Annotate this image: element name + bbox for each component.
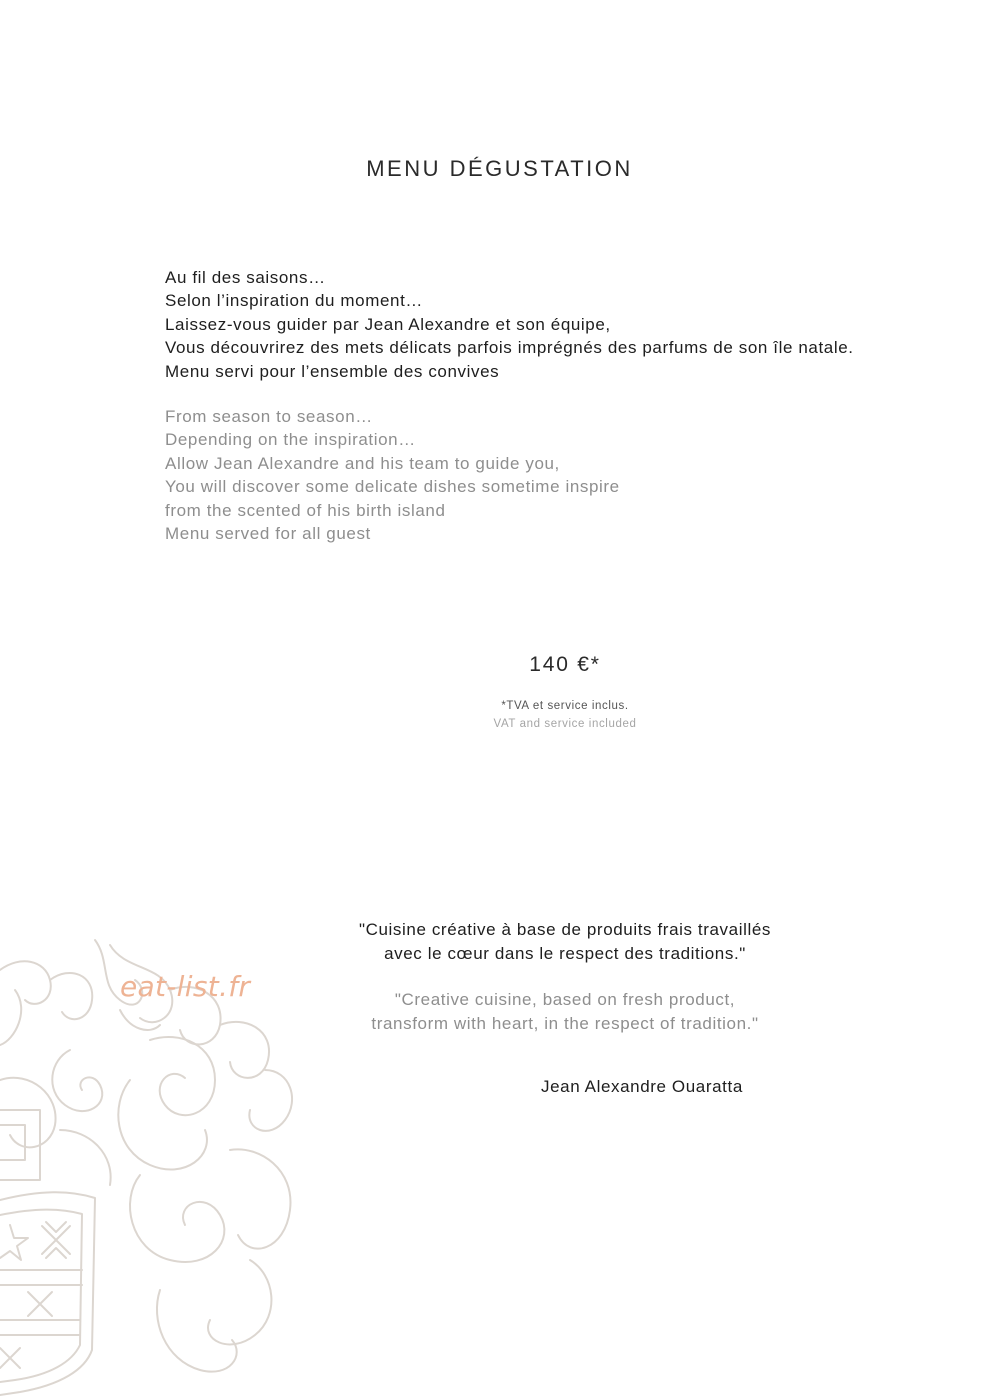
page-title: MENU DÉGUSTATION [366,156,633,181]
intro-french [165,266,854,383]
price-note-fr: *TVA et service inclus. [501,700,629,712]
intro-fr-line: Selon l’inspiration du moment… [165,291,424,311]
price-note [0,697,989,733]
quote-fr-line: avec le cœur dans le respect des traditions." [384,944,746,963]
intro-fr-line: Vous découvrirez des mets délicats parfois imprégnés des parfums de son île natale. [165,338,854,358]
intro-en-line: Menu served for all guest [165,524,371,544]
intro-en-line: Depending on the inspiration… [165,430,416,450]
intro-english [165,405,620,545]
intro-en-line: From season to season… [165,407,373,426]
quote-fr-line: "Cuisine créative à base de produits frais travaillés [358,920,772,939]
menu-price: 140 €* [529,653,601,676]
watermark-text: eat-list.fr [120,970,251,1003]
intro-en-line: from the scented of his birth island [165,500,446,520]
intro-en-line: Allow Jean Alexandre and his team to guide you, [165,453,560,473]
price-note-en: VAT and service included [493,718,637,730]
intro-en-line: You will discover some delicate dishes sometime inspire [165,477,620,497]
quote-author: Jean Alexandre Ouaratta [541,1077,743,1096]
intro-fr-line: Menu servi pour l’ensemble des convives [165,361,500,381]
quote-english [0,988,989,1036]
intro-fr-line: Laissez-vous guider par Jean Alexandre et son équipe, [165,314,611,334]
intro-fr-line: Au fil des saisons… [165,268,326,287]
quote-en-line: "Creative cuisine, based on fresh product, [394,990,736,1009]
quote-en-line: transform with heart, in the respect of tradition." [371,1014,759,1033]
quote-french [0,918,989,966]
